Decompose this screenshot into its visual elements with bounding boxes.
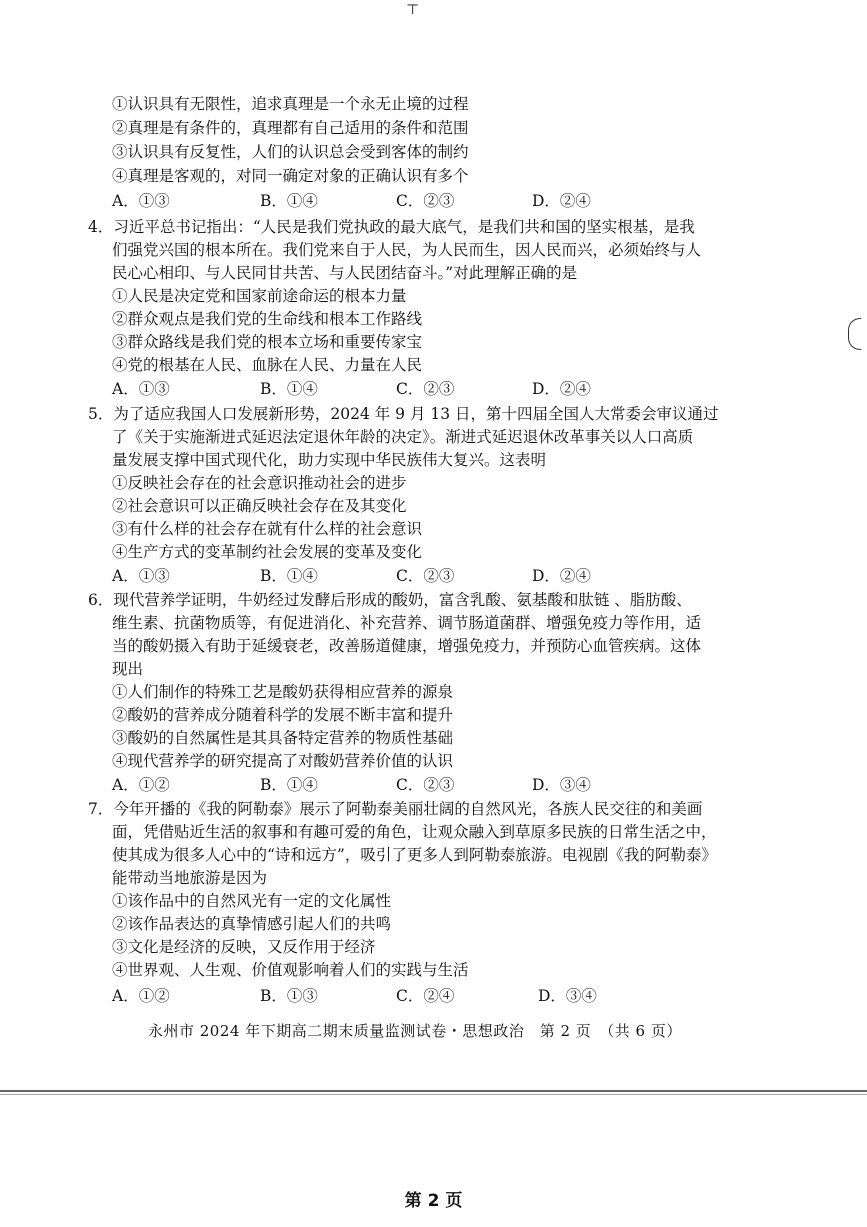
binding-mark: ⊤ — [406, 2, 420, 18]
q4-choice-d: D．②④ — [532, 380, 591, 398]
q4-stem-1: 4．习近平总书记指出：“人民是我们党执政的最大底气，是我们共和国的坚实根基，是我 — [88, 218, 695, 236]
q4-option-4: ④党的根基在人民、血脉在人民、力量在人民 — [112, 356, 423, 374]
q3-option-2: ②真理是有条件的，真理都有自己适用的条件和范围 — [112, 119, 469, 137]
q7-stem-2: 面，凭借贴近生活的叙事和有趣可爱的角色，让观众融入到草原多民族的日常生活之中， — [112, 823, 717, 841]
page-label: 第 2 页 — [404, 1191, 463, 1211]
q6-stem-4: 现出 — [112, 660, 144, 678]
q7-stem-4: 能带动当地旅游是因为 — [112, 869, 268, 887]
q6-option-1: ①人们制作的特殊工艺是酸奶获得相应营养的源泉 — [112, 683, 454, 701]
q5-option-4: ④生产方式的变革制约社会发展的变革及变化 — [112, 543, 423, 561]
q6-option-2: ②酸奶的营养成分随着科学的发展不断丰富和提升 — [112, 706, 454, 724]
q5-choice-b: B．①④ — [260, 567, 318, 585]
q6-choice-d: D．③④ — [532, 776, 591, 794]
q3-option-4: ④真理是客观的，对同一确定对象的正确认识有多个 — [112, 167, 469, 185]
q6-stem-2: 维生素、抗菌物质等，有促进消化、补充营养、调节肠道菌群、增强免疫力等作用，适 — [112, 614, 702, 632]
q7-choice-d: D．③④ — [538, 987, 597, 1005]
q5-option-3: ③有什么样的社会存在就有什么样的社会意识 — [112, 520, 423, 538]
q5-choice-d: D．②④ — [532, 567, 591, 585]
q5-stem-1: 5．为了适应我国人口发展新形势，2024 年 9 月 13 日，第十四届全国人大常委会审议通过 — [88, 405, 719, 423]
q3-choice-a: A．①③ — [112, 192, 170, 210]
q7-choice-a: A．①② — [112, 987, 170, 1005]
q6-option-4: ④现代营养学的研究提高了对酸奶营养价值的认识 — [112, 752, 454, 770]
q3-choice-c: C．②③ — [396, 192, 455, 210]
q3-choice-d: D．②④ — [532, 192, 591, 210]
q6-stem-3: 当的酸奶摄入有助于延缓衰老，改善肠道健康，增强免疫力，并预防心血管疾病。这体 — [112, 637, 702, 655]
q6-choice-c: C．②③ — [396, 776, 455, 794]
q4-option-3: ③群众路线是我们党的根本立场和重要传家宝 — [112, 333, 423, 351]
q7-option-4: ④世界观、人生观、价值观影响着人们的实践与生活 — [112, 961, 469, 979]
q5-choice-c: C．②③ — [396, 567, 455, 585]
q3-option-3: ③认识具有反复性，人们的认识总会受到客体的制约 — [112, 143, 469, 161]
page-footer: 永州市 2024 年下期高二期末质量监测试卷・思想政治 第 2 页 （共 6 页） — [148, 1022, 682, 1040]
q7-option-1: ①该作品中的自然风光有一定的文化属性 — [112, 892, 392, 910]
q7-choice-c: C．②④ — [396, 987, 455, 1005]
q5-stem-2: 了《关于实施渐进式延迟法定退休年龄的决定》。渐进式延迟退休改革事关以人口高质 — [112, 428, 694, 446]
q4-option-1: ①人民是决定党和国家前途命运的根本力量 — [112, 287, 407, 305]
q5-option-1: ①反映社会存在的社会意识推动社会的进步 — [112, 474, 407, 492]
q4-choice-a: A．①③ — [112, 380, 170, 398]
q5-stem-3: 量发展支撑中国式现代化，助力实现中华民族伟大复兴。这表明 — [112, 451, 547, 469]
page-divider-thin — [0, 1094, 867, 1095]
q4-stem-3: 民心心相印、与人民同甘共苦、与人民团结奋斗。”对此理解正确的是 — [112, 264, 578, 282]
q6-choice-b: B．①④ — [260, 776, 318, 794]
q7-stem-3: 使其成为很多人心中的“诗和远方”，吸引了更多人到阿勒泰旅游。电视剧《我的阿勒泰》 — [112, 846, 717, 864]
q7-option-2: ②该作品表达的真挚情感引起人们的共鸣 — [112, 915, 392, 933]
q7-choice-b: B．①③ — [260, 987, 318, 1005]
q7-option-3: ③文化是经济的反映，又反作用于经济 — [112, 938, 376, 956]
q5-choice-a: A．①③ — [112, 567, 170, 585]
q5-option-2: ②社会意识可以正确反映社会存在及其变化 — [112, 497, 407, 515]
q3-option-1: ①认识具有无限性，追求真理是一个永无止境的过程 — [112, 95, 469, 113]
q6-option-3: ③酸奶的自然属性是其具备特定营养的物质性基础 — [112, 729, 454, 747]
page-divider — [0, 1090, 867, 1092]
q4-option-2: ②群众观点是我们党的生命线和根本工作路线 — [112, 310, 423, 328]
q4-choice-b: B．①④ — [260, 380, 318, 398]
q4-stem-2: 们强党兴国的根本所在。我们党来自于人民，为人民而生，因人民而兴，必须始终与人 — [112, 241, 702, 259]
q6-choice-a: A．①② — [112, 776, 170, 794]
margin-bracket-mark — [848, 318, 861, 350]
q3-choice-b: B．①④ — [260, 192, 318, 210]
q4-choice-c: C．②③ — [396, 380, 455, 398]
q7-stem-1: 7．今年开播的《我的阿勒泰》展示了阿勒泰美丽壮阔的自然风光，各族人民交往的和美画 — [88, 800, 703, 818]
q6-stem-1: 6．现代营养学证明，牛奶经过发酵后形成的酸奶，富含乳酸、氨基酸和肽链 、脂肪酸、 — [88, 591, 692, 609]
